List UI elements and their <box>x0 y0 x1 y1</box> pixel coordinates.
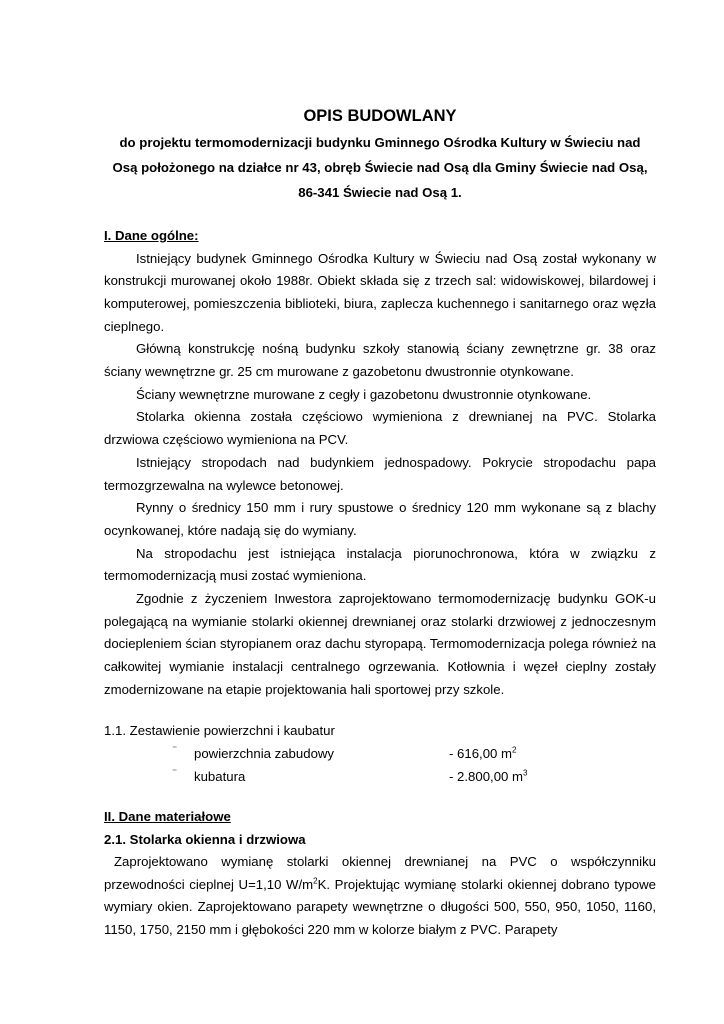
paragraph: Istniejący stropodach nad budynkiem jednospadowy. Pokrycie stropodachu papa termozgrzewalna na wylewce betonowej. <box>104 454 656 493</box>
list-item <box>104 742 656 765</box>
list-item-label: kubatura <box>194 769 246 785</box>
paragraph: Na stropodachu jest istniejąca instalacja piorunochronowa, która w związku z termomodernizacją musi zostać wymieniona. <box>104 545 656 584</box>
subsection-heading-windows: 2.1. Stolarka okienna i drzwiowa <box>104 831 306 847</box>
summary-heading: 1.1. Zestawienie powierzchni i kaubatur <box>104 722 335 738</box>
dash-bullet-icon: ⁻ <box>172 744 178 756</box>
value-text: - 2.800,00 m <box>449 769 524 785</box>
paragraph-text: Zaprojektowano wymianę stolarki okiennej drewnianej na PVC o współczynniku przewodności cieplnej U=1,10 W/m <box>104 854 656 892</box>
paragraph: Stolarka okienna została częściowo wymieniona z drewnianej na PVC. Stolarka drzwiowa częściowo wymieniona na PCV. <box>104 409 656 448</box>
paragraph: Istniejący budynek Gminnego Ośrodka Kultury w Świeciu nad Osą został wykonany w konstrukcji murowanej około 1988r. Obiekt składa się z trzech sal: widowiskowej, bilardowej i komputerowej, pomieszczenia biblioteki, biura, zaplecza kuchennego i sanitarnego oraz węzła cieplnego. <box>104 250 656 334</box>
document-title: OPIS BUDOWLANY <box>303 107 457 125</box>
list-item-label: powierzchnia zabudowy <box>194 746 335 762</box>
subtitle-line: do projektu termomodernizacji budynku Gminnego Ośrodka Kultury w Świeciu nad <box>119 135 641 150</box>
section-heading-materials: II. Dane materiałowe <box>104 809 231 825</box>
paragraph: Rynny o średnicy 150 mm i rury spustowe o średnicy 120 mm wykonane są z blachy ocynkowanej, które nadają się do wymiany. <box>104 500 656 538</box>
paragraph: Zgodnie z życzeniem Inwestora zaprojektowano termomodernizację budynku GOK-u polegającą na wymianie stolarki okiennej drewnianej oraz stolarki drzwiowej z jednoczesnym dociepleniem ścian styropianem oraz dachu styropapą. Termomodernizacja polega również na całkowitej wymianie instalacji centralnego ogrzewania. Kotłownia i węzeł cieplny zostały zmodernizowane na etapie projektowania hali sportowej przy szkole. <box>104 591 656 697</box>
list-item-value <box>449 765 656 788</box>
section-heading-general: I. Dane ogólne: <box>104 228 199 243</box>
subtitle-line: Osą położonego na działce nr 43, obręb Świecie nad Osą dla Gminy Świecie nad Osą, <box>112 160 648 175</box>
document-page <box>104 104 656 942</box>
paragraph-text: K. Projektując wymianę stolarki okiennej dobrano typowe wymiary okien. Zaprojektowano parapety wewnętrzne o długości 500, 550, 950, 1050, 1160, 1150, 1750, 2150 mm i głębokości 220 mm w kolorze białym z PVC. Parapety <box>104 876 656 938</box>
unit-superscript: 2 <box>313 876 318 886</box>
document-subtitle <box>104 130 656 205</box>
list-item <box>104 765 656 788</box>
paragraph: Główną konstrukcję nośną budynku szkoły stanowią ściany zewnętrzne gr. 38 oraz ściany wewnętrzne gr. 25 cm murowane z gazobetonu dwustronnie otynkowane. <box>104 341 656 380</box>
list-item-value <box>449 742 656 765</box>
value-text: - 616,00 m <box>449 746 513 762</box>
unit-superscript: 3 <box>523 768 528 778</box>
subtitle-line: 86-341 Świecie nad Osą 1. <box>298 185 462 200</box>
dash-bullet-icon: ⁻ <box>172 767 178 779</box>
paragraph <box>104 851 656 942</box>
paragraph: Ściany wewnętrzne murowane z cegły i gazobetonu dwustronnie otynkowane. <box>136 386 592 402</box>
unit-superscript: 2 <box>512 745 517 755</box>
